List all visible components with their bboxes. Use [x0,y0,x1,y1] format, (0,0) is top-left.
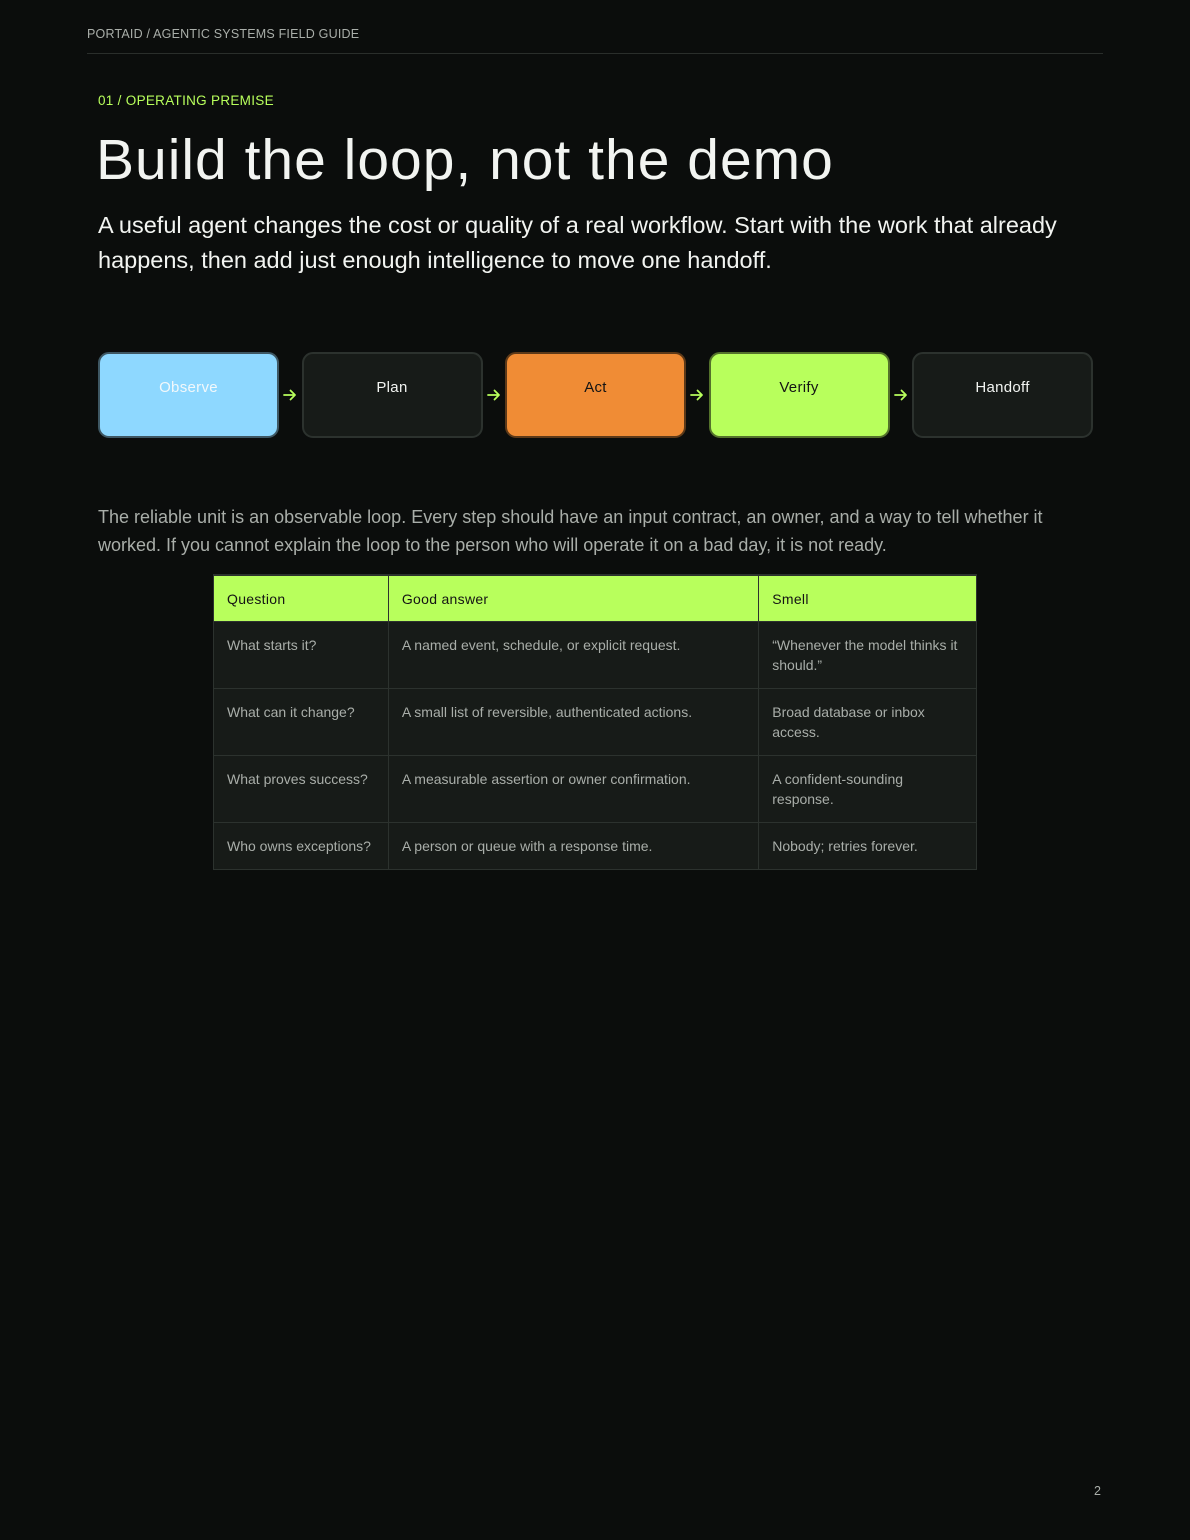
page-title: Build the loop, not the demo [96,128,834,192]
table-cell-question: Who owns exceptions? [214,823,389,870]
running-header: PORTAID / AGENTIC SYSTEMS FIELD GUIDE [87,27,1103,54]
arrow-right-icon [686,352,709,438]
column-header-question: Question [214,575,389,622]
table-cell-smell: “Whenever the model thinks it should.” [759,622,977,689]
flow-step-verify: Verify [709,352,890,438]
table-cell-question: What can it change? [214,689,389,756]
section-kicker: 01 / OPERATING PREMISE [98,93,274,108]
premise-table [213,574,977,870]
flow-step-handoff: Handoff [912,352,1093,438]
table-row [214,756,977,823]
loop-flow-diagram [98,352,1093,438]
table-cell-smell: Nobody; retries forever. [759,823,977,870]
column-header-good-answer: Good answer [388,575,758,622]
table-cell-smell: Broad database or inbox access. [759,689,977,756]
table-cell-good-answer: A person or queue with a response time. [388,823,758,870]
table-row [214,622,977,689]
table-cell-good-answer: A small list of reversible, authenticated actions. [388,689,758,756]
flow-step-observe: Observe [98,352,279,438]
table-cell-question: What proves success? [214,756,389,823]
lead-paragraph: A useful agent changes the cost or quality of a real workflow. Start with the work that already happens, then add just enough intelligence to move one handoff. [98,212,1057,273]
body-paragraph: The reliable unit is an observable loop. Every step should have an input contract, an owner, and a way to tell whether it worked. If you cannot explain the loop to the person who will operate it on a bad day, it is not ready. [98,507,1043,555]
table-cell-good-answer: A named event, schedule, or explicit request. [388,622,758,689]
arrow-right-icon [483,352,506,438]
table-cell-question: What starts it? [214,622,389,689]
table-header-row [214,575,977,622]
flow-step-plan: Plan [302,352,483,438]
arrow-right-icon [890,352,913,438]
column-header-smell: Smell [759,575,977,622]
flow-step-act: Act [505,352,686,438]
table-cell-smell: A confident-sounding response. [759,756,977,823]
table-row [214,689,977,756]
page-number: 2 [1094,1484,1101,1498]
table-row [214,823,977,870]
arrow-right-icon [279,352,302,438]
table-cell-good-answer: A measurable assertion or owner confirmation. [388,756,758,823]
